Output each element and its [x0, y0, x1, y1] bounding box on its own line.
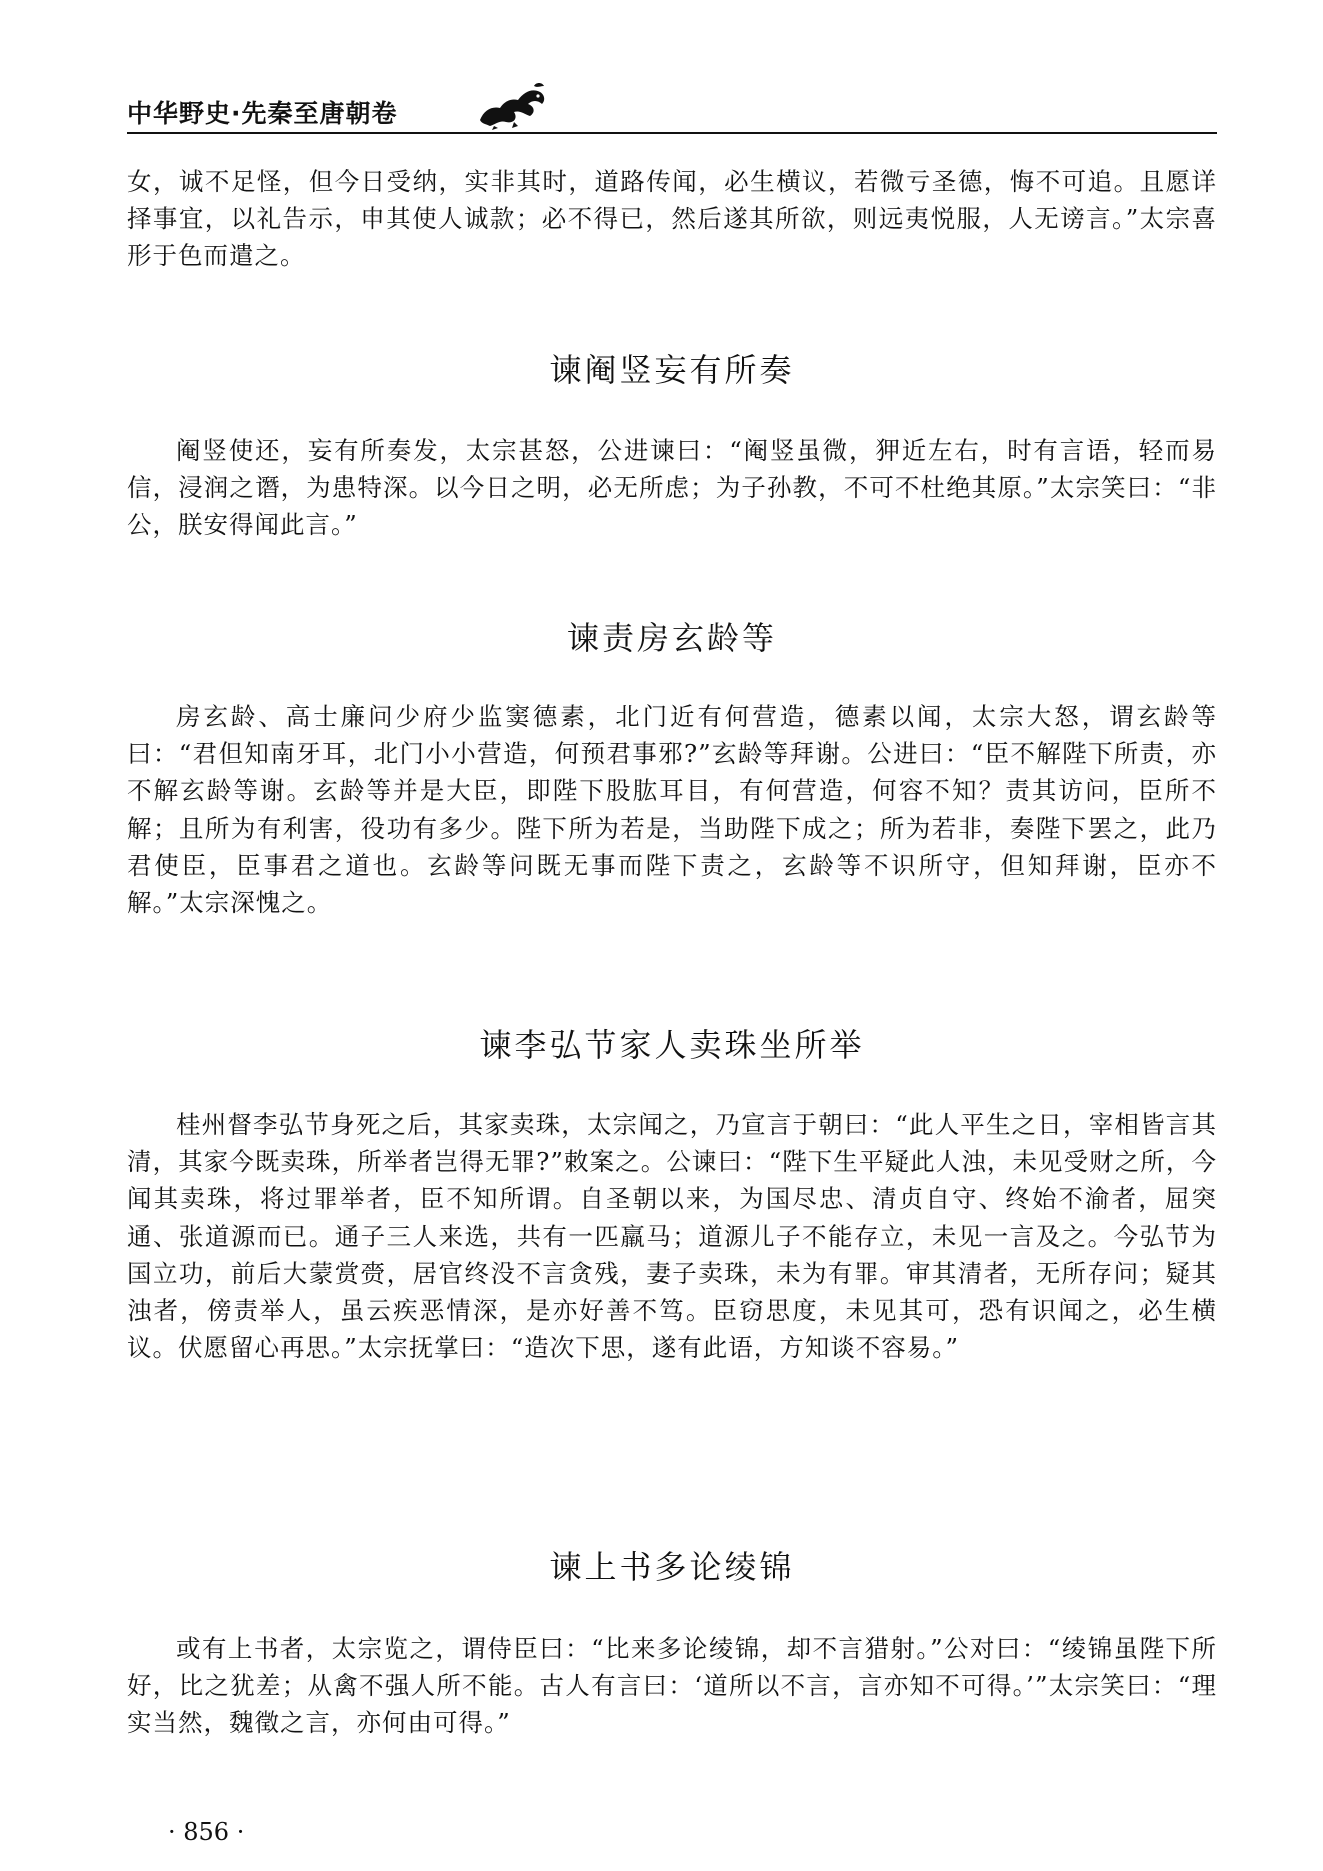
paragraph-li-hongjie: 桂州督李弘节身死之后，其家卖珠，太宗闻之，乃宣言于朝曰：“此人平生之日，宰相皆言其清，其家今既卖珠，所举者岂得无罪?”敕案之。公谏曰：“陛下生平疑此人浊，未见受财之所，今闻其卖珠，将过罪举者，臣不知所谓。自圣朝以来，为国尽忠、清贞自守、终始不渝者，屈突通、张道源而已。通子三人来选，共有一匹羸马；道源儿子不能存立，未见一言及之。今弘节为国立功，前后大蒙赏赍，居官终没不言贪残，妻子卖珠，未为有罪。审其清者，无所存问；疑其浊者，傍责举人，虽云疾恶情深，是亦好善不笃。臣窃思度，未见其可，恐有识闻之，必生横议。伏愿留心再思。”太宗抚掌曰：“造次下思，遂有此语，方知谈不容易。”: [127, 1110, 1217, 1363]
dragon-emblem-icon: [474, 80, 550, 130]
header-rule: [127, 132, 1217, 134]
book-title: 中华野史·先秦至唐朝卷: [127, 99, 398, 128]
section-title-eunuch: 谏阉竖妄有所奏: [549, 351, 795, 389]
running-header: [127, 88, 1217, 138]
section-title-silk: 谏上书多论绫锦: [549, 1548, 795, 1586]
paragraph-continued: 女，诚不足怪，但今日受纳，实非其时，道路传闻，必生横议，若微亏圣德，悔不可追。且愿详择事宜，以礼告示，申其使人诚款；必不得已，然后遂其所欲，则远夷悦服，人无谤言。”太宗喜形于色而遣之。: [127, 167, 1217, 271]
section-title-fang-xuanling: 谏责房玄龄等: [566, 619, 777, 657]
page-number: · 856 ·: [168, 1818, 245, 1846]
section-title-li-hongjie: 谏李弘节家人卖珠坐所举: [479, 1026, 865, 1064]
paragraph-fang-xuanling: 房玄龄、高士廉问少府少监窦德素，北门近有何营造，德素以闻，太宗大怒，谓玄龄等曰：“君但知南牙耳，北门小小营造，何预君事邪?”玄龄等拜谢。公进曰：“臣不解陛下所责，亦不解玄龄等谢。玄龄等并是大臣，即陛下股肱耳目，有何营造，何容不知？责其访问，臣所不解；且所为有利害，役功有多少。陛下所为若是，当助陛下成之；所为若非，奏陛下罢之，此乃君使臣，臣事君之道也。玄龄等问既无事而陛下责之，玄龄等不识所守，但知拜谢，臣亦不解。”太宗深愧之。: [127, 702, 1217, 918]
paragraph-eunuch: 阉竖使还，妄有所奏发，太宗甚怒，公进谏曰：“阉竖虽微，狎近左右，时有言语，轻而易信，浸润之谮，为患特深。以今日之明，必无所虑；为子孙教，不可不杜绝其原。”太宗笑曰：“非公，朕安得闻此言。”: [127, 436, 1217, 540]
paragraph-silk: 或有上书者，太宗览之，谓侍臣曰：“比来多论绫锦，却不言猎射。”公对曰：“绫锦虽陛下所好，比之犹差；从禽不强人所不能。古人有言曰：‘道所以不言，言亦知不可得。’”太宗笑曰：“理实当然，魏徵之言，亦何由可得。”: [127, 1634, 1217, 1738]
